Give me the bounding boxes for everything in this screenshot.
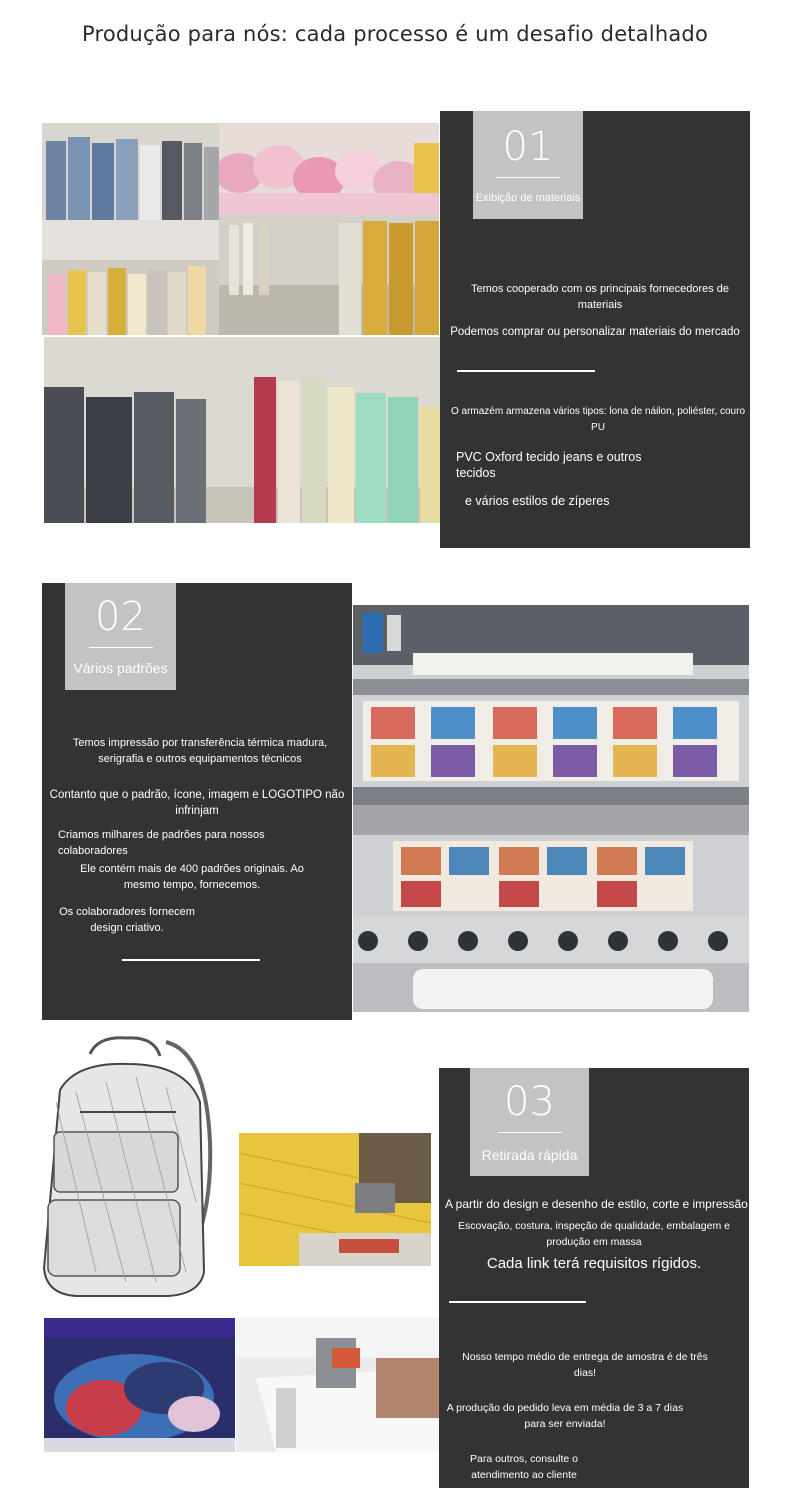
section-01-line-4: PVC Oxford tecido jeans e outros tecidos xyxy=(456,450,642,480)
fabric-cutting-photo xyxy=(239,1133,431,1266)
fabric-rolls-photo-4 xyxy=(219,215,439,335)
section-03-number: 03 xyxy=(504,1079,555,1125)
section-01-line-2: Podemos comprar ou personalizar materiais do mercado xyxy=(450,326,740,338)
section-03-line-4: Nosso tempo médio de entrega de amostra é de três dias! xyxy=(462,1351,708,1379)
section-02-line-1: Temos impressão por transferência térmica madura, serigrafia e outros equipamentos técnicos xyxy=(72,737,328,765)
section-02-panel xyxy=(42,583,352,1020)
section-02-number-divider xyxy=(89,647,153,648)
section-01-label: Exibição de materiais xyxy=(475,192,581,204)
section-02-divider xyxy=(122,959,260,961)
section-01-number-divider xyxy=(496,177,560,178)
section-02-line-3: Criamos milhares de padrões para nossos colaboradores xyxy=(58,829,265,857)
section-01-number-box xyxy=(473,111,583,219)
section-02-number: 02 xyxy=(95,594,146,640)
section-03-number-divider xyxy=(498,1132,562,1133)
section-01-line-3: O armazém armazena vários tipos: lona de náilon, poliéster, couro PU xyxy=(450,406,746,433)
section-01-line-5: e vários estilos de zíperes xyxy=(465,494,610,508)
section-01-panel xyxy=(440,111,750,548)
section-02-label: Vários padrões xyxy=(73,660,168,676)
section-02-line-2: Contanto que o padrão, ícone, imagem e LOGOTIPO não infrinjam xyxy=(49,789,345,817)
section-03-divider xyxy=(449,1301,586,1303)
section-02-line-4: Ele contém mais de 400 padrões originais. Ao mesmo tempo, fornecemos. xyxy=(80,863,304,891)
section-01-line-1: Temos cooperado com os principais fornecedores de materiais xyxy=(470,283,730,311)
section-03-line-6: Para outros, consulte o atendimento ao cliente xyxy=(470,1453,578,1481)
section-01-divider xyxy=(457,370,595,372)
fabric-rolls-photo-1 xyxy=(42,123,219,220)
fabric-rolls-photo-3 xyxy=(42,220,219,335)
section-03-line-3: Cada link terá requisitos rígidos. xyxy=(486,1255,702,1272)
section-01-number: 01 xyxy=(502,124,554,170)
section-03-line-1: A partir do design e desenho de estilo, corte e impressão xyxy=(445,1197,748,1211)
section-03-line-5: A produção do pedido leva em média de 3 a 7 dias para ser enviada! xyxy=(446,1402,684,1430)
page-title: Produção para nós: cada processo é um desafio detalhado xyxy=(81,22,709,46)
printing-machine-photo xyxy=(353,605,749,1012)
printed-fabric-photo xyxy=(44,1318,235,1452)
section-03-line-2: Escovação, costura, inspeção de qualidade, embalagem e produção em massa xyxy=(457,1220,730,1248)
section-03-number-box xyxy=(470,1068,589,1176)
section-03-label: Retirada rápida xyxy=(481,1147,578,1163)
fabric-rolls-photo-2 xyxy=(219,123,439,215)
section-02-line-5: Os colaboradores fornecem design criativo. xyxy=(59,906,195,934)
sewing-machine-photo xyxy=(236,1318,439,1452)
section-03-panel xyxy=(439,1068,749,1488)
fabric-rolls-photo-5 xyxy=(44,337,443,523)
backpack-sketch xyxy=(36,1032,220,1300)
section-02-number-box xyxy=(65,583,176,690)
